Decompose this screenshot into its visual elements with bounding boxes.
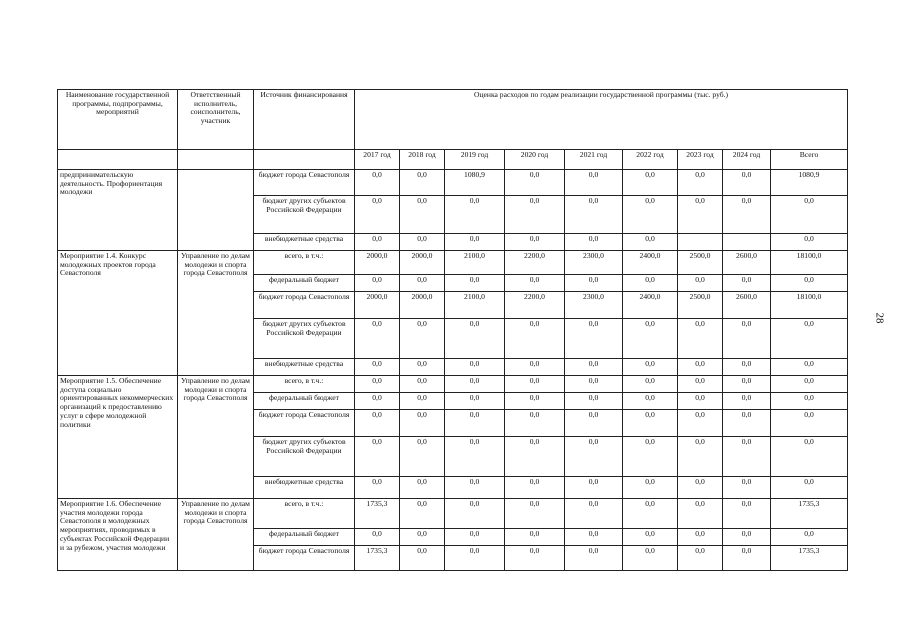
- year-value-cell: 0,0: [400, 393, 445, 410]
- year-value-cell: 0,0: [400, 410, 445, 437]
- year-value-cell: 0,0: [355, 529, 400, 546]
- total-value-cell: 0,0: [771, 319, 848, 359]
- year-value-cell: 2000,0: [400, 251, 445, 275]
- funding-source-cell: бюджет города Севастополя: [254, 292, 355, 319]
- year-value-cell: 0,0: [565, 410, 623, 437]
- total-value-cell: 0,0: [771, 437, 848, 477]
- year-value-cell: 0,0: [400, 477, 445, 499]
- year-value-cell: 0,0: [678, 319, 723, 359]
- year-value-cell: 0,0: [355, 393, 400, 410]
- year-header: 2017 год: [355, 150, 400, 170]
- year-value-cell: 0,0: [355, 410, 400, 437]
- year-value-cell: 0,0: [565, 196, 623, 234]
- year-value-cell: 2500,0: [678, 292, 723, 319]
- year-value-cell: 0,0: [505, 477, 565, 499]
- year-header: 2019 год: [445, 150, 505, 170]
- year-value-cell: 0,0: [445, 477, 505, 499]
- program-name-cell: Мероприятие 1.4. Конкурс молодежных проектов города Севастополя: [58, 251, 178, 376]
- year-value-cell: 0,0: [623, 319, 678, 359]
- year-value-cell: 2200,0: [505, 292, 565, 319]
- funding-source-cell: бюджет города Севастополя: [254, 546, 355, 571]
- responsible-cell: Управление по делам молодежи и спорта города Севастополя: [178, 376, 254, 499]
- year-value-cell: 0,0: [623, 196, 678, 234]
- total-value-cell: 0,0: [771, 275, 848, 292]
- year-value-cell: 0,0: [400, 499, 445, 529]
- year-header: 2024 год: [723, 150, 771, 170]
- year-value-cell: 0,0: [678, 546, 723, 571]
- year-value-cell: 0,0: [445, 393, 505, 410]
- total-value-cell: 18100,0: [771, 251, 848, 275]
- funding-source-cell: внебюджетные средства: [254, 359, 355, 376]
- year-value-cell: 0,0: [723, 546, 771, 571]
- total-value-cell: 0,0: [771, 410, 848, 437]
- year-value-cell: 0,0: [505, 359, 565, 376]
- year-value-cell: 0,0: [678, 410, 723, 437]
- year-value-cell: 0,0: [445, 437, 505, 477]
- header-empty-cell: [58, 150, 178, 170]
- year-value-cell: 0,0: [723, 196, 771, 234]
- funding-source-cell: бюджет других субъектов Российской Федерации: [254, 196, 355, 234]
- year-value-cell: 1080,9: [445, 170, 505, 196]
- header-source-cell: Источник финансирования: [254, 90, 355, 150]
- year-value-cell: [723, 234, 771, 251]
- year-value-cell: 0,0: [400, 359, 445, 376]
- year-value-cell: 0,0: [445, 410, 505, 437]
- year-value-cell: 0,0: [678, 275, 723, 292]
- year-value-cell: 0,0: [505, 437, 565, 477]
- table-row: [58, 251, 848, 275]
- total-value-cell: 0,0: [771, 393, 848, 410]
- header-empty-cell: [254, 150, 355, 170]
- total-value-cell: 18100,0: [771, 292, 848, 319]
- header-estimate-cell: Оценка расходов по годам реализации государственной программы (тыс. руб.): [355, 90, 848, 150]
- total-value-cell: 0,0: [771, 196, 848, 234]
- year-value-cell: 2000,0: [355, 251, 400, 275]
- year-value-cell: 0,0: [505, 410, 565, 437]
- year-value-cell: 0,0: [623, 529, 678, 546]
- year-value-cell: 0,0: [565, 319, 623, 359]
- year-value-cell: 0,0: [565, 546, 623, 571]
- year-value-cell: 0,0: [400, 196, 445, 234]
- year-value-cell: 0,0: [400, 546, 445, 571]
- header-row-years: [58, 150, 848, 170]
- year-value-cell: 0,0: [355, 196, 400, 234]
- header-row-titles: [58, 90, 848, 150]
- year-value-cell: 0,0: [623, 546, 678, 571]
- year-value-cell: 2600,0: [723, 251, 771, 275]
- year-value-cell: 0,0: [445, 319, 505, 359]
- year-header: 2020 год: [505, 150, 565, 170]
- funding-source-cell: бюджет города Севастополя: [254, 170, 355, 196]
- year-value-cell: 0,0: [565, 437, 623, 477]
- year-value-cell: 0,0: [723, 376, 771, 393]
- total-value-cell: 0,0: [771, 477, 848, 499]
- year-value-cell: 0,0: [723, 275, 771, 292]
- year-value-cell: 2600,0: [723, 292, 771, 319]
- year-value-cell: 0,0: [623, 359, 678, 376]
- funding-source-cell: всего, в т.ч.:: [254, 499, 355, 529]
- funding-source-cell: бюджет других субъектов Российской Федерации: [254, 437, 355, 477]
- year-value-cell: 0,0: [565, 529, 623, 546]
- year-value-cell: [678, 234, 723, 251]
- year-value-cell: 0,0: [445, 196, 505, 234]
- year-value-cell: 0,0: [678, 529, 723, 546]
- year-value-cell: 2100,0: [445, 292, 505, 319]
- funding-source-cell: внебюджетные средства: [254, 477, 355, 499]
- year-value-cell: 0,0: [355, 319, 400, 359]
- year-value-cell: 0,0: [355, 275, 400, 292]
- year-value-cell: 0,0: [565, 275, 623, 292]
- year-value-cell: 0,0: [505, 546, 565, 571]
- year-value-cell: 0,0: [678, 196, 723, 234]
- year-value-cell: 0,0: [723, 359, 771, 376]
- year-value-cell: 0,0: [445, 499, 505, 529]
- year-value-cell: 0,0: [400, 319, 445, 359]
- funding-source-cell: внебюджетные средства: [254, 234, 355, 251]
- year-value-cell: 0,0: [505, 319, 565, 359]
- year-value-cell: 0,0: [505, 393, 565, 410]
- year-value-cell: 1735,3: [355, 546, 400, 571]
- total-value-cell: 0,0: [771, 234, 848, 251]
- year-value-cell: 0,0: [400, 234, 445, 251]
- year-value-cell: 2300,0: [565, 251, 623, 275]
- total-value-cell: 0,0: [771, 376, 848, 393]
- year-value-cell: 0,0: [723, 319, 771, 359]
- funding-source-cell: всего, в т.ч.:: [254, 376, 355, 393]
- year-value-cell: 2100,0: [445, 251, 505, 275]
- year-header: 2018 год: [400, 150, 445, 170]
- year-header: 2023 год: [678, 150, 723, 170]
- year-value-cell: 0,0: [565, 376, 623, 393]
- year-value-cell: 2400,0: [623, 292, 678, 319]
- year-value-cell: 2300,0: [565, 292, 623, 319]
- year-value-cell: 0,0: [355, 437, 400, 477]
- table-row: [58, 499, 848, 529]
- year-value-cell: 0,0: [400, 437, 445, 477]
- funding-source-cell: федеральный бюджет: [254, 529, 355, 546]
- funding-source-cell: федеральный бюджет: [254, 275, 355, 292]
- year-value-cell: 0,0: [678, 376, 723, 393]
- year-value-cell: 0,0: [400, 170, 445, 196]
- year-value-cell: 0,0: [355, 234, 400, 251]
- year-value-cell: 0,0: [505, 529, 565, 546]
- year-value-cell: 0,0: [505, 196, 565, 234]
- budget-table: [57, 89, 848, 571]
- year-value-cell: 2200,0: [505, 251, 565, 275]
- responsible-cell: Управление по делам молодежи и спорта города Севастополя: [178, 251, 254, 376]
- year-value-cell: 0,0: [565, 170, 623, 196]
- year-value-cell: 0,0: [445, 275, 505, 292]
- year-value-cell: 0,0: [445, 234, 505, 251]
- year-value-cell: 0,0: [445, 359, 505, 376]
- year-value-cell: 0,0: [565, 359, 623, 376]
- year-value-cell: 0,0: [400, 529, 445, 546]
- year-value-cell: 0,0: [355, 376, 400, 393]
- header-responsible-cell: Ответственный исполнитель, соисполнитель, участник: [178, 90, 254, 150]
- year-value-cell: 0,0: [723, 437, 771, 477]
- total-value-cell: 1735,3: [771, 546, 848, 571]
- year-value-cell: 0,0: [623, 437, 678, 477]
- budget-document-page: [57, 89, 847, 605]
- year-value-cell: 0,0: [723, 393, 771, 410]
- year-value-cell: 0,0: [565, 234, 623, 251]
- year-value-cell: 2000,0: [355, 292, 400, 319]
- year-value-cell: 0,0: [623, 376, 678, 393]
- year-value-cell: 0,0: [505, 376, 565, 393]
- year-value-cell: 0,0: [623, 410, 678, 437]
- total-value-cell: 1080,9: [771, 170, 848, 196]
- table-row: [58, 376, 848, 393]
- year-value-cell: 0,0: [678, 393, 723, 410]
- year-value-cell: 0,0: [678, 170, 723, 196]
- year-value-cell: 0,0: [400, 275, 445, 292]
- header-name-cell: Наименование государственной программы, подпрограммы, мероприятий: [58, 90, 178, 150]
- year-value-cell: 0,0: [565, 393, 623, 410]
- year-value-cell: 0,0: [623, 499, 678, 529]
- year-value-cell: 2400,0: [623, 251, 678, 275]
- responsible-cell: [178, 170, 254, 251]
- year-value-cell: 0,0: [400, 376, 445, 393]
- year-value-cell: 0,0: [723, 499, 771, 529]
- table-row: [58, 170, 848, 196]
- program-name-cell: Мероприятие 1.5. Обеспечение доступа социально ориентированных некоммерческих организаций к предоставлению услуг в сфере молодежной политики: [58, 376, 178, 499]
- page-number: 28: [873, 312, 886, 324]
- year-value-cell: 0,0: [505, 275, 565, 292]
- year-value-cell: 2000,0: [400, 292, 445, 319]
- header-empty-cell: [178, 150, 254, 170]
- year-value-cell: 0,0: [445, 546, 505, 571]
- responsible-cell: Управление по делам молодежи и спорта города Севастополя: [178, 499, 254, 571]
- total-value-cell: 1735,3: [771, 499, 848, 529]
- year-value-cell: 0,0: [623, 477, 678, 499]
- year-value-cell: 0,0: [723, 477, 771, 499]
- year-value-cell: 0,0: [445, 529, 505, 546]
- year-value-cell: 0,0: [623, 170, 678, 196]
- year-value-cell: 0,0: [723, 410, 771, 437]
- year-value-cell: 0,0: [565, 499, 623, 529]
- total-value-cell: 0,0: [771, 529, 848, 546]
- year-value-cell: 0,0: [723, 170, 771, 196]
- year-value-cell: 0,0: [678, 437, 723, 477]
- year-value-cell: 0,0: [565, 477, 623, 499]
- year-value-cell: 1735,3: [355, 499, 400, 529]
- year-value-cell: 0,0: [355, 477, 400, 499]
- year-value-cell: 0,0: [678, 499, 723, 529]
- year-value-cell: 0,0: [505, 234, 565, 251]
- year-value-cell: 2500,0: [678, 251, 723, 275]
- funding-source-cell: бюджет города Севастополя: [254, 410, 355, 437]
- program-name-cell: Мероприятие 1.6. Обеспечение участия молодежи города Севастополя в молодежных мероприятиях, проводимых в субъектах Российской Федерации и за рубежом, участия молодежи: [58, 499, 178, 571]
- year-value-cell: 0,0: [678, 359, 723, 376]
- funding-source-cell: всего, в т.ч.:: [254, 251, 355, 275]
- year-value-cell: 0,0: [505, 170, 565, 196]
- year-value-cell: 0,0: [623, 234, 678, 251]
- program-name-cell: предпринимательскую деятельность. Профориентация молодежи: [58, 170, 178, 251]
- year-value-cell: 0,0: [355, 359, 400, 376]
- total-value-cell: 0,0: [771, 359, 848, 376]
- funding-source-cell: федеральный бюджет: [254, 393, 355, 410]
- year-value-cell: 0,0: [623, 393, 678, 410]
- year-header: 2021 год: [565, 150, 623, 170]
- year-value-cell: 0,0: [445, 376, 505, 393]
- funding-source-cell: бюджет других субъектов Российской Федерации: [254, 319, 355, 359]
- year-header: 2022 год: [623, 150, 678, 170]
- year-value-cell: 0,0: [623, 275, 678, 292]
- year-value-cell: 0,0: [678, 477, 723, 499]
- year-value-cell: 0,0: [355, 170, 400, 196]
- year-value-cell: 0,0: [723, 529, 771, 546]
- total-header: Всего: [771, 150, 848, 170]
- year-value-cell: 0,0: [505, 499, 565, 529]
